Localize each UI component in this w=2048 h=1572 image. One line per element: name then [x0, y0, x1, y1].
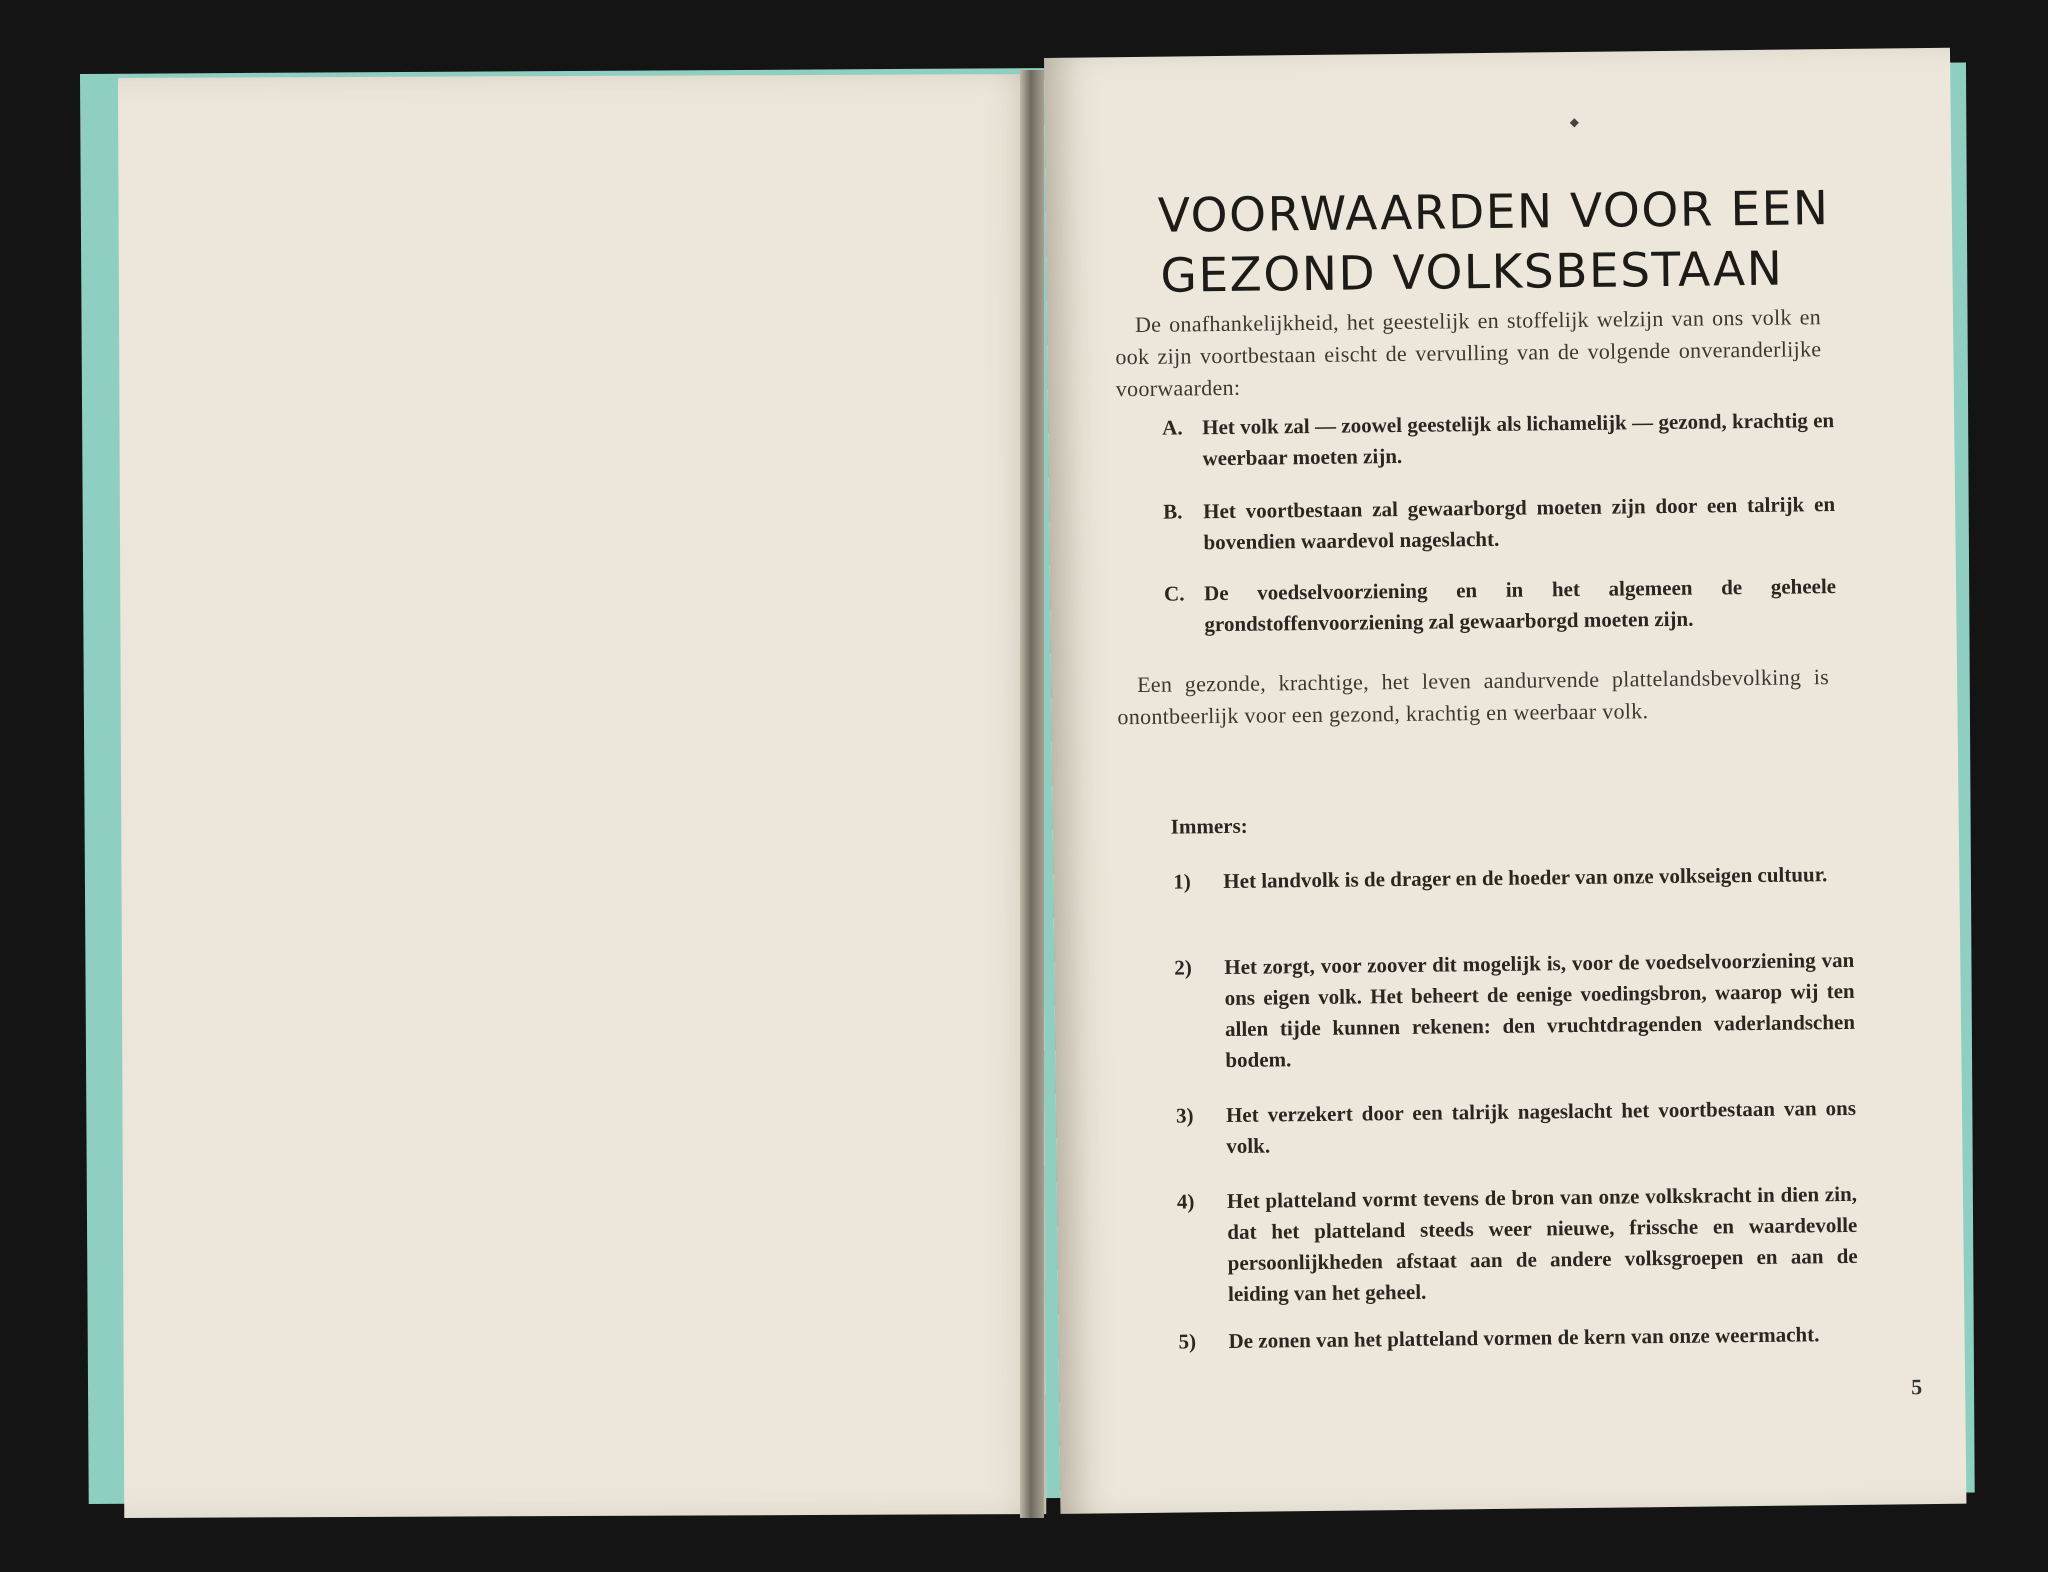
- condition-text: Het volk zal — zoowel geestelijk als lichamelijk — gezond, krachtig en weerbaar moeten zijn.: [1202, 408, 1835, 471]
- item-text: Het zorgt, voor zoover dit mogelijk is, voor de voedselvoorziening van ons eigen volk. Het beheert de eenige voedingsbron, waarop wij ten allen tijde kunnen rekenen: den vruchtdragenden vaderlandschen bodem.: [1224, 947, 1856, 1073]
- condition-c: [1164, 571, 1837, 641]
- item-number: 4): [1176, 1189, 1195, 1214]
- left-page-blank: [118, 74, 1046, 1518]
- title-line-2: GEZOND VOLKSBESTAAN: [1160, 241, 1784, 304]
- item-number: 1): [1173, 869, 1191, 894]
- condition-b: [1163, 489, 1836, 559]
- condition-letter: B.: [1163, 499, 1183, 524]
- list-item: [1173, 859, 1853, 898]
- item-number: 5): [1178, 1329, 1197, 1354]
- list-item: [1174, 945, 1855, 1077]
- condition-text: Het voortbestaan zal gewaarborgd moeten zijn door een talrijk en bovendien waardevol nageslacht.: [1203, 492, 1836, 555]
- intro-paragraph: De onafhankelijkheid, het geestelijk en stoffelijk welzijn van ons volk en ook zijn voortbestaan eischt de vervulling van de volgende onveranderlijke voorwaarden:: [1115, 304, 1822, 402]
- condition-text: De voedselvoorziening en in het algemeen de geheele grondstoffenvoorziening zal gewaarborgd moeten zijn.: [1203, 574, 1837, 637]
- ornament-mark: ◆: [1569, 114, 1580, 130]
- item-number: 2): [1174, 955, 1192, 980]
- item-text: Het verzekert door een talrijk nageslacht het voortbestaan van ons volk.: [1225, 1095, 1857, 1159]
- list-item: [1176, 1093, 1857, 1163]
- condition-a: [1162, 405, 1835, 475]
- item-text: De zonen van het platteland vormen de kern van onze weermacht.: [1228, 1322, 1820, 1353]
- list-item: [1178, 1319, 1858, 1358]
- condition-letter: A.: [1162, 415, 1183, 440]
- right-page: [1044, 48, 1966, 1514]
- item-number: 3): [1175, 1103, 1194, 1128]
- paragraph-two: Een gezonde, krachtige, het leven aandurvende plattelandsbevolking is onontbeerlijk voor een gezond, krachtig en weerbaar volk.: [1117, 664, 1830, 730]
- item-text: Het platteland vormt tevens de bron van onze volkskracht in dien zin, dat het platteland steeds weer nieuwe, frissche en waardevolle persoonlijkheden afstaat aan de andere volksgroepen en aan de leiding van het geheel.: [1226, 1181, 1858, 1306]
- title-line-1: VOORWAARDEN VOOR EEN: [1157, 181, 1830, 244]
- item-text: Het landvolk is de drager en de hoeder van onze volkseigen cultuur.: [1223, 862, 1828, 894]
- condition-letter: C.: [1163, 581, 1185, 606]
- immers-label: Immers:: [1170, 813, 1248, 839]
- list-item: [1177, 1179, 1858, 1311]
- page-title: [1157, 179, 1858, 307]
- book-spine-gutter: [1020, 70, 1044, 1518]
- page-number: 5: [1910, 1374, 1923, 1400]
